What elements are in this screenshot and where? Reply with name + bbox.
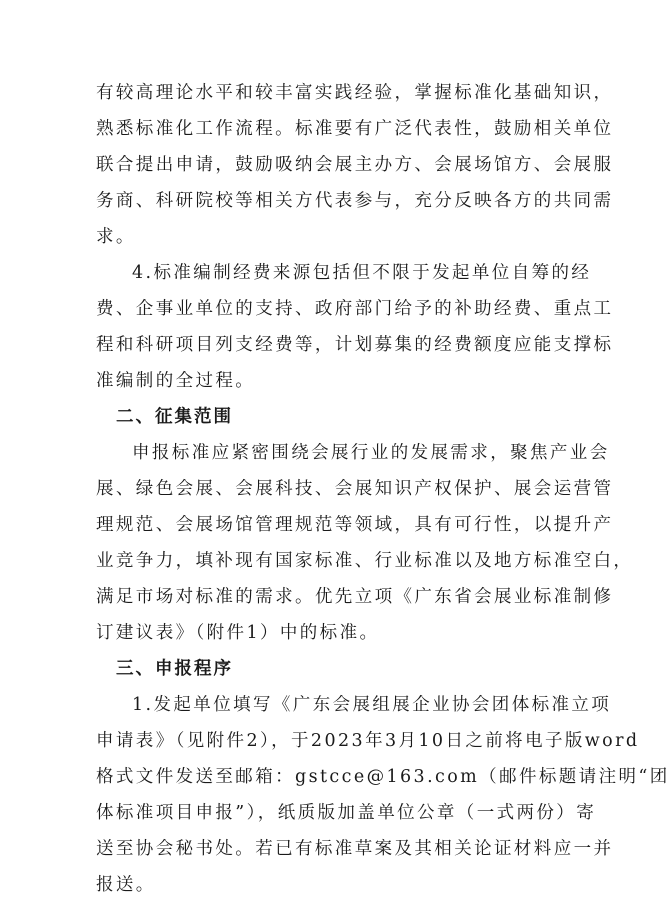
section-heading-scope: 二、征集范围 — [116, 407, 233, 427]
text-line: 展、绿色会展、会展科技、会展知识产权保护、展会运营管 — [96, 479, 614, 499]
section-heading-procedure: 三、申报程序 — [116, 659, 233, 679]
text-line: 报送。 — [96, 875, 156, 895]
text-line: 求。 — [96, 227, 136, 247]
paragraph-qualification — [96, 75, 614, 255]
text-line: 申请表》（见附件2），于2023年3月10日之前将电子版word — [96, 731, 640, 751]
text-line: 满足市场对标准的需求。优先立项《广东省会展业标准制修 — [96, 587, 614, 607]
text-line: 1.发起单位填写《广东会展组展企业协会团体标准立项 — [132, 695, 612, 715]
text-line: 准编制的全过程。 — [96, 371, 256, 391]
text-line: 格式文件发送至邮箱：gstcce@163.com（邮件标题请注明“团 — [96, 767, 670, 787]
paragraph-funding — [96, 255, 614, 399]
text-line: 送至协会秘书处。若已有标准草案及其相关论证材料应一并 — [96, 839, 614, 859]
paragraph-procedure — [96, 687, 670, 903]
text-line: 费、企事业单位的支持、政府部门给予的补助经费、重点工 — [96, 299, 614, 319]
document-page — [96, 75, 670, 903]
text-line: 订建议表》（附件1）中的标准。 — [96, 623, 380, 643]
text-line: 4.标准编制经费来源包括但不限于发起单位自筹的经 — [132, 263, 592, 283]
text-line: 理规范、会展场馆管理规范等领域，具有可行性，以提升产 — [96, 515, 614, 535]
text-line: 业竞争力，填补现有国家标准、行业标准以及地方标准空白， — [96, 551, 634, 571]
paragraph-scope — [96, 435, 634, 651]
text-line: 务商、科研院校等相关方代表参与，充分反映各方的共同需 — [96, 191, 614, 211]
text-line: 申报标准应紧密围绕会展行业的发展需求，聚焦产业会 — [132, 443, 610, 463]
text-line: 联合提出申请，鼓励吸纳会展主办方、会展场馆方、会展服 — [96, 155, 614, 175]
text-line: 体标准项目申报”），纸质版加盖单位公章（一式两份）寄 — [96, 803, 597, 823]
text-line: 有较高理论水平和较丰富实践经验，掌握标准化基础知识， — [96, 83, 614, 103]
text-line: 熟悉标准化工作流程。标准要有广泛代表性，鼓励相关单位 — [96, 119, 614, 139]
text-line: 程和科研项目列支经费等，计划募集的经费额度应能支撑标 — [96, 335, 614, 355]
